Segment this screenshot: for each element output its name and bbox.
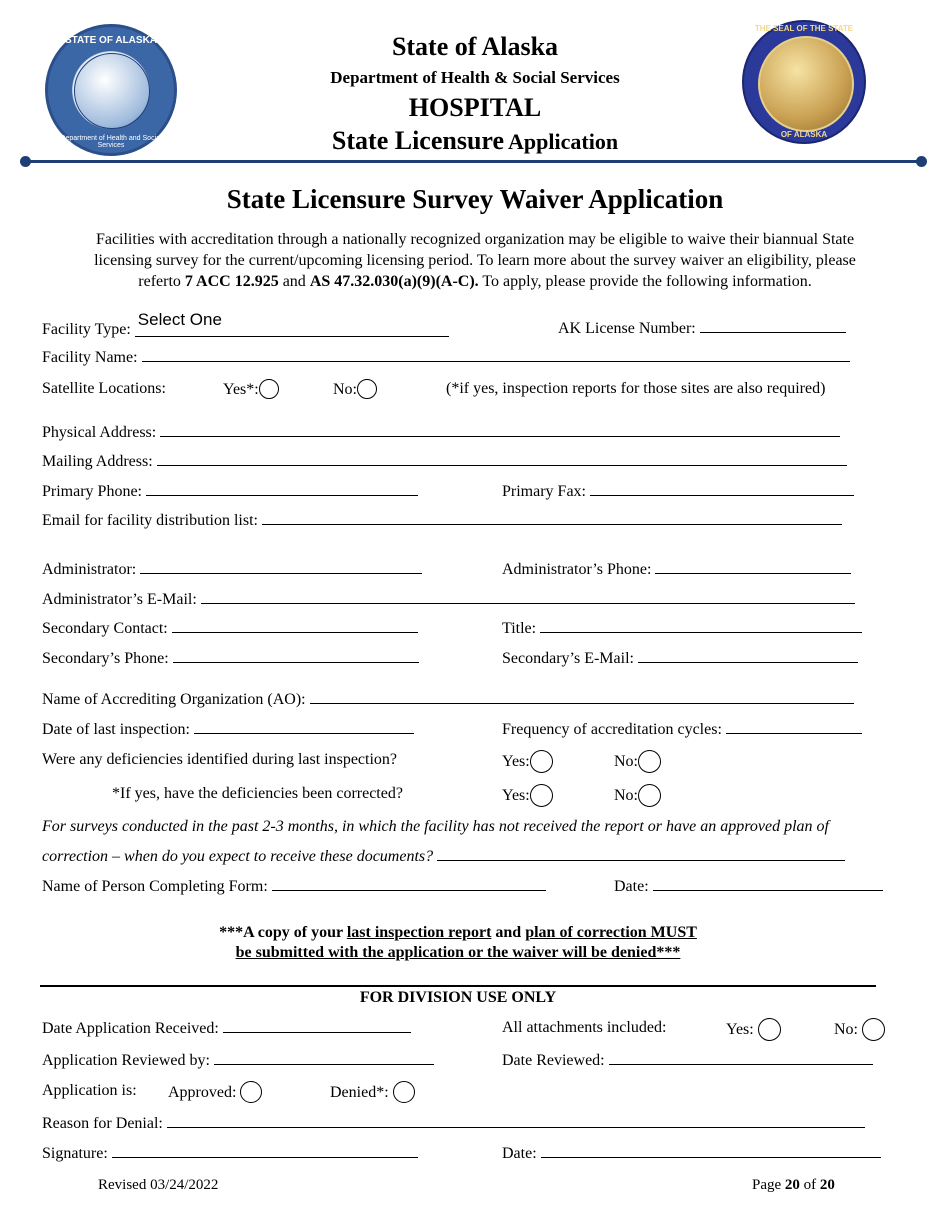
intro-line3-pre: referto (138, 273, 185, 290)
date-received-field[interactable] (223, 1018, 411, 1033)
physical-address-field[interactable] (160, 422, 840, 437)
date-reviewed-label: Date Reviewed: (502, 1052, 605, 1069)
notice-plan-of-correction: plan of correction MUST (525, 924, 697, 941)
secondary-email-label: Secondary’s E-Mail: (502, 650, 634, 667)
corrected-no-option (614, 784, 661, 807)
division-heading: FOR DIVISION USE ONLY (359, 989, 557, 1006)
secondary-phone-field[interactable] (173, 648, 419, 663)
notice-last-inspection-report: last inspection report (346, 924, 492, 941)
facility-type-label: Facility Type: (42, 321, 131, 338)
secondary-phone-label: Secondary’s Phone: (42, 650, 169, 667)
surveys-line-1: For surveys conducted in the past 2-3 months, in which the facility has not received the report or have an approved plan of (42, 818, 829, 835)
satellite-yes-label: Yes*: (223, 381, 259, 398)
notice-line-2: be submitted with the application or the waiver will be denied*** (235, 944, 681, 961)
page-current: 20 (784, 1177, 800, 1193)
facility-name-field[interactable] (142, 347, 850, 362)
signature-date-label: Date: (502, 1145, 537, 1162)
deficiencies-no-option (614, 750, 661, 773)
mailing-address-row (42, 451, 847, 472)
ak-license-field[interactable] (700, 318, 846, 333)
signature-row (42, 1143, 418, 1164)
deficiencies-yes-radio[interactable] (530, 750, 553, 773)
attachments-no-label: No: (834, 1021, 858, 1038)
email-list-label: Email for facility distribution list: (42, 512, 258, 529)
facility-type-select[interactable] (135, 310, 449, 337)
last-inspection-row (42, 719, 414, 740)
header-facility: HOSPITAL (408, 93, 542, 122)
intro-line3-and: and (278, 273, 310, 290)
mailing-address-field[interactable] (157, 451, 847, 466)
seal-emblem-icon (758, 36, 854, 132)
facility-name-label: Facility Name: (42, 349, 138, 366)
corrected-yes-option (502, 784, 553, 807)
surveys-line-2-row (42, 846, 845, 867)
deficiencies-no-label: No: (614, 753, 638, 770)
person-completing-row (42, 876, 546, 897)
physical-address-row (42, 422, 840, 443)
primary-fax-label: Primary Fax: (502, 483, 586, 500)
physical-address-label: Physical Address: (42, 424, 157, 441)
seal-left-top-text: STATE OF ALASKA (64, 35, 158, 46)
last-inspection-field[interactable] (194, 719, 414, 734)
revised-date: Revised 03/24/2022 (98, 1177, 219, 1193)
state-of-alaska-seal-logo (742, 20, 866, 144)
satellite-label: Satellite Locations: (42, 380, 166, 397)
ao-label: Name of Accrediting Organization (AO): (42, 691, 306, 708)
title-row (502, 618, 862, 639)
ak-license-row (558, 318, 846, 339)
satellite-no-option (333, 379, 377, 400)
completion-date-label: Date: (614, 878, 649, 895)
seal-left-bottom-text: Department of Health and Social Services (60, 135, 162, 149)
administrator-row (42, 559, 422, 580)
attachments-no-option (834, 1018, 885, 1041)
admin-phone-row (502, 559, 851, 580)
completion-date-row (614, 876, 883, 897)
divider-right-dot (916, 156, 927, 167)
facility-type-value: Select One (137, 310, 222, 329)
date-reviewed-field[interactable] (609, 1050, 873, 1065)
signature-field[interactable] (112, 1143, 418, 1158)
attachments-label: All attachments included: (502, 1019, 667, 1036)
secondary-email-field[interactable] (638, 648, 858, 663)
corrected-no-radio[interactable] (638, 784, 661, 807)
signature-date-field[interactable] (541, 1143, 881, 1158)
deficiencies-yes-option (502, 750, 553, 773)
completion-date-field[interactable] (653, 876, 883, 891)
ao-field[interactable] (310, 689, 854, 704)
last-inspection-label: Date of last inspection: (42, 721, 190, 738)
intro-line-3 (0, 272, 950, 292)
facility-name-row (42, 347, 850, 368)
attachments-yes-label: Yes: (726, 1021, 754, 1038)
reason-field[interactable] (167, 1113, 865, 1128)
frequency-row (502, 719, 862, 740)
satellite-yes-radio[interactable] (259, 379, 279, 399)
denied-label: Denied*: (330, 1084, 389, 1101)
date-reviewed-row (502, 1050, 873, 1071)
app-title-part1: State Licensure (331, 126, 505, 155)
frequency-field[interactable] (726, 719, 862, 734)
reviewed-by-row (42, 1050, 434, 1071)
attachments-yes-radio[interactable] (758, 1018, 781, 1041)
page-total: 20 (819, 1177, 835, 1193)
expected-documents-date-field[interactable] (437, 846, 845, 861)
date-received-row (42, 1018, 411, 1039)
admin-email-field[interactable] (201, 589, 855, 604)
intro-line-1: Facilities with accreditation through a nationally recognized organization may be eligible to waive their biannual State (95, 231, 855, 248)
page-of: of (799, 1177, 820, 1193)
primary-fax-row (502, 481, 854, 502)
surveys-line-2: correction – when do you expect to receive these documents? (42, 848, 434, 865)
primary-phone-row (42, 481, 418, 502)
acc-reference: 7 ACC 12.925 (184, 273, 279, 290)
notice-mid: and (491, 924, 526, 941)
corrected-no-label: No: (614, 787, 638, 804)
secondary-contact-label: Secondary Contact: (42, 620, 168, 637)
satellite-no-radio[interactable] (357, 379, 377, 399)
statute-reference: AS 47.32.030(a)(9)(A-C). (309, 273, 479, 290)
admin-phone-field[interactable] (655, 559, 851, 574)
application-is-label: Application is: (42, 1082, 137, 1099)
page-prefix: Page (752, 1177, 785, 1193)
attachments-no-radio[interactable] (862, 1018, 885, 1041)
denied-radio[interactable] (393, 1081, 415, 1103)
primary-fax-field[interactable] (590, 481, 854, 496)
person-completing-label: Name of Person Completing Form: (42, 878, 268, 895)
seal-right-bottom-text: OF ALASKA (780, 130, 828, 139)
intro-line3-post: To apply, please provide the following information. (478, 273, 812, 290)
page-number (752, 1175, 835, 1195)
satellite-note: (*if yes, inspection reports for those sites are also required) (446, 380, 826, 397)
secondary-contact-field[interactable] (172, 618, 418, 633)
seal-right-top-text: THE SEAL OF THE STATE (754, 24, 854, 33)
notice-line-1 (0, 923, 916, 943)
facility-type-row (42, 310, 449, 340)
title-field[interactable] (540, 618, 862, 633)
denied-option (330, 1081, 415, 1103)
signature-date-row (502, 1143, 881, 1164)
corrected-yes-radio[interactable] (530, 784, 553, 807)
approved-label: Approved: (168, 1084, 237, 1101)
reviewed-by-label: Application Reviewed by: (42, 1052, 210, 1069)
app-title-part2: Application (508, 129, 619, 154)
satellite-yes-option (223, 379, 279, 400)
approved-option (168, 1081, 262, 1103)
page-title: State Licensure Survey Waiver Application (226, 184, 724, 214)
title-label: Title: (502, 620, 537, 637)
email-list-row (42, 510, 842, 531)
header-divider (26, 160, 922, 163)
reason-label: Reason for Denial: (42, 1115, 163, 1132)
ak-license-label: AK License Number: (558, 320, 696, 337)
person-completing-field[interactable] (272, 876, 546, 891)
division-divider (40, 985, 876, 987)
secondary-email-row (502, 648, 858, 669)
secondary-phone-row (42, 648, 419, 669)
divider-left-dot (20, 156, 31, 167)
admin-email-label: Administrator’s E-Mail: (42, 591, 197, 608)
signature-label: Signature: (42, 1145, 108, 1162)
primary-phone-field[interactable] (146, 481, 418, 496)
reviewed-by-field[interactable] (214, 1050, 434, 1065)
ao-row (42, 689, 854, 710)
admin-email-row (42, 589, 855, 610)
deficiencies-question: Were any deficiencies identified during last inspection? (42, 751, 398, 768)
satellite-no-label: No: (333, 381, 357, 398)
reason-row (42, 1113, 865, 1134)
email-list-field[interactable] (262, 510, 842, 525)
header-state: State of Alaska (391, 32, 559, 61)
intro-line-2: licensing survey for the current/upcoming licensing period. To learn more about the survey waiver an eligibility, please (94, 252, 856, 269)
primary-phone-label: Primary Phone: (42, 483, 142, 500)
mailing-address-label: Mailing Address: (42, 453, 153, 470)
administrator-label: Administrator: (42, 561, 137, 578)
corrected-yes-label: Yes: (502, 787, 530, 804)
deficiencies-yes-label: Yes: (502, 753, 530, 770)
deficiencies-no-radio[interactable] (638, 750, 661, 773)
administrator-field[interactable] (140, 559, 422, 574)
attachments-yes-option (726, 1018, 781, 1041)
admin-phone-label: Administrator’s Phone: (502, 561, 652, 578)
frequency-label: Frequency of accreditation cycles: (502, 721, 722, 738)
header-department: Department of Health & Social Services (330, 68, 620, 87)
date-received-label: Date Application Received: (42, 1020, 219, 1037)
corrected-question: *If yes, have the deficiencies been corrected? (112, 785, 403, 802)
secondary-contact-row (42, 618, 418, 639)
approved-radio[interactable] (240, 1081, 262, 1103)
notice-prefix: ***A copy of your (219, 924, 347, 941)
